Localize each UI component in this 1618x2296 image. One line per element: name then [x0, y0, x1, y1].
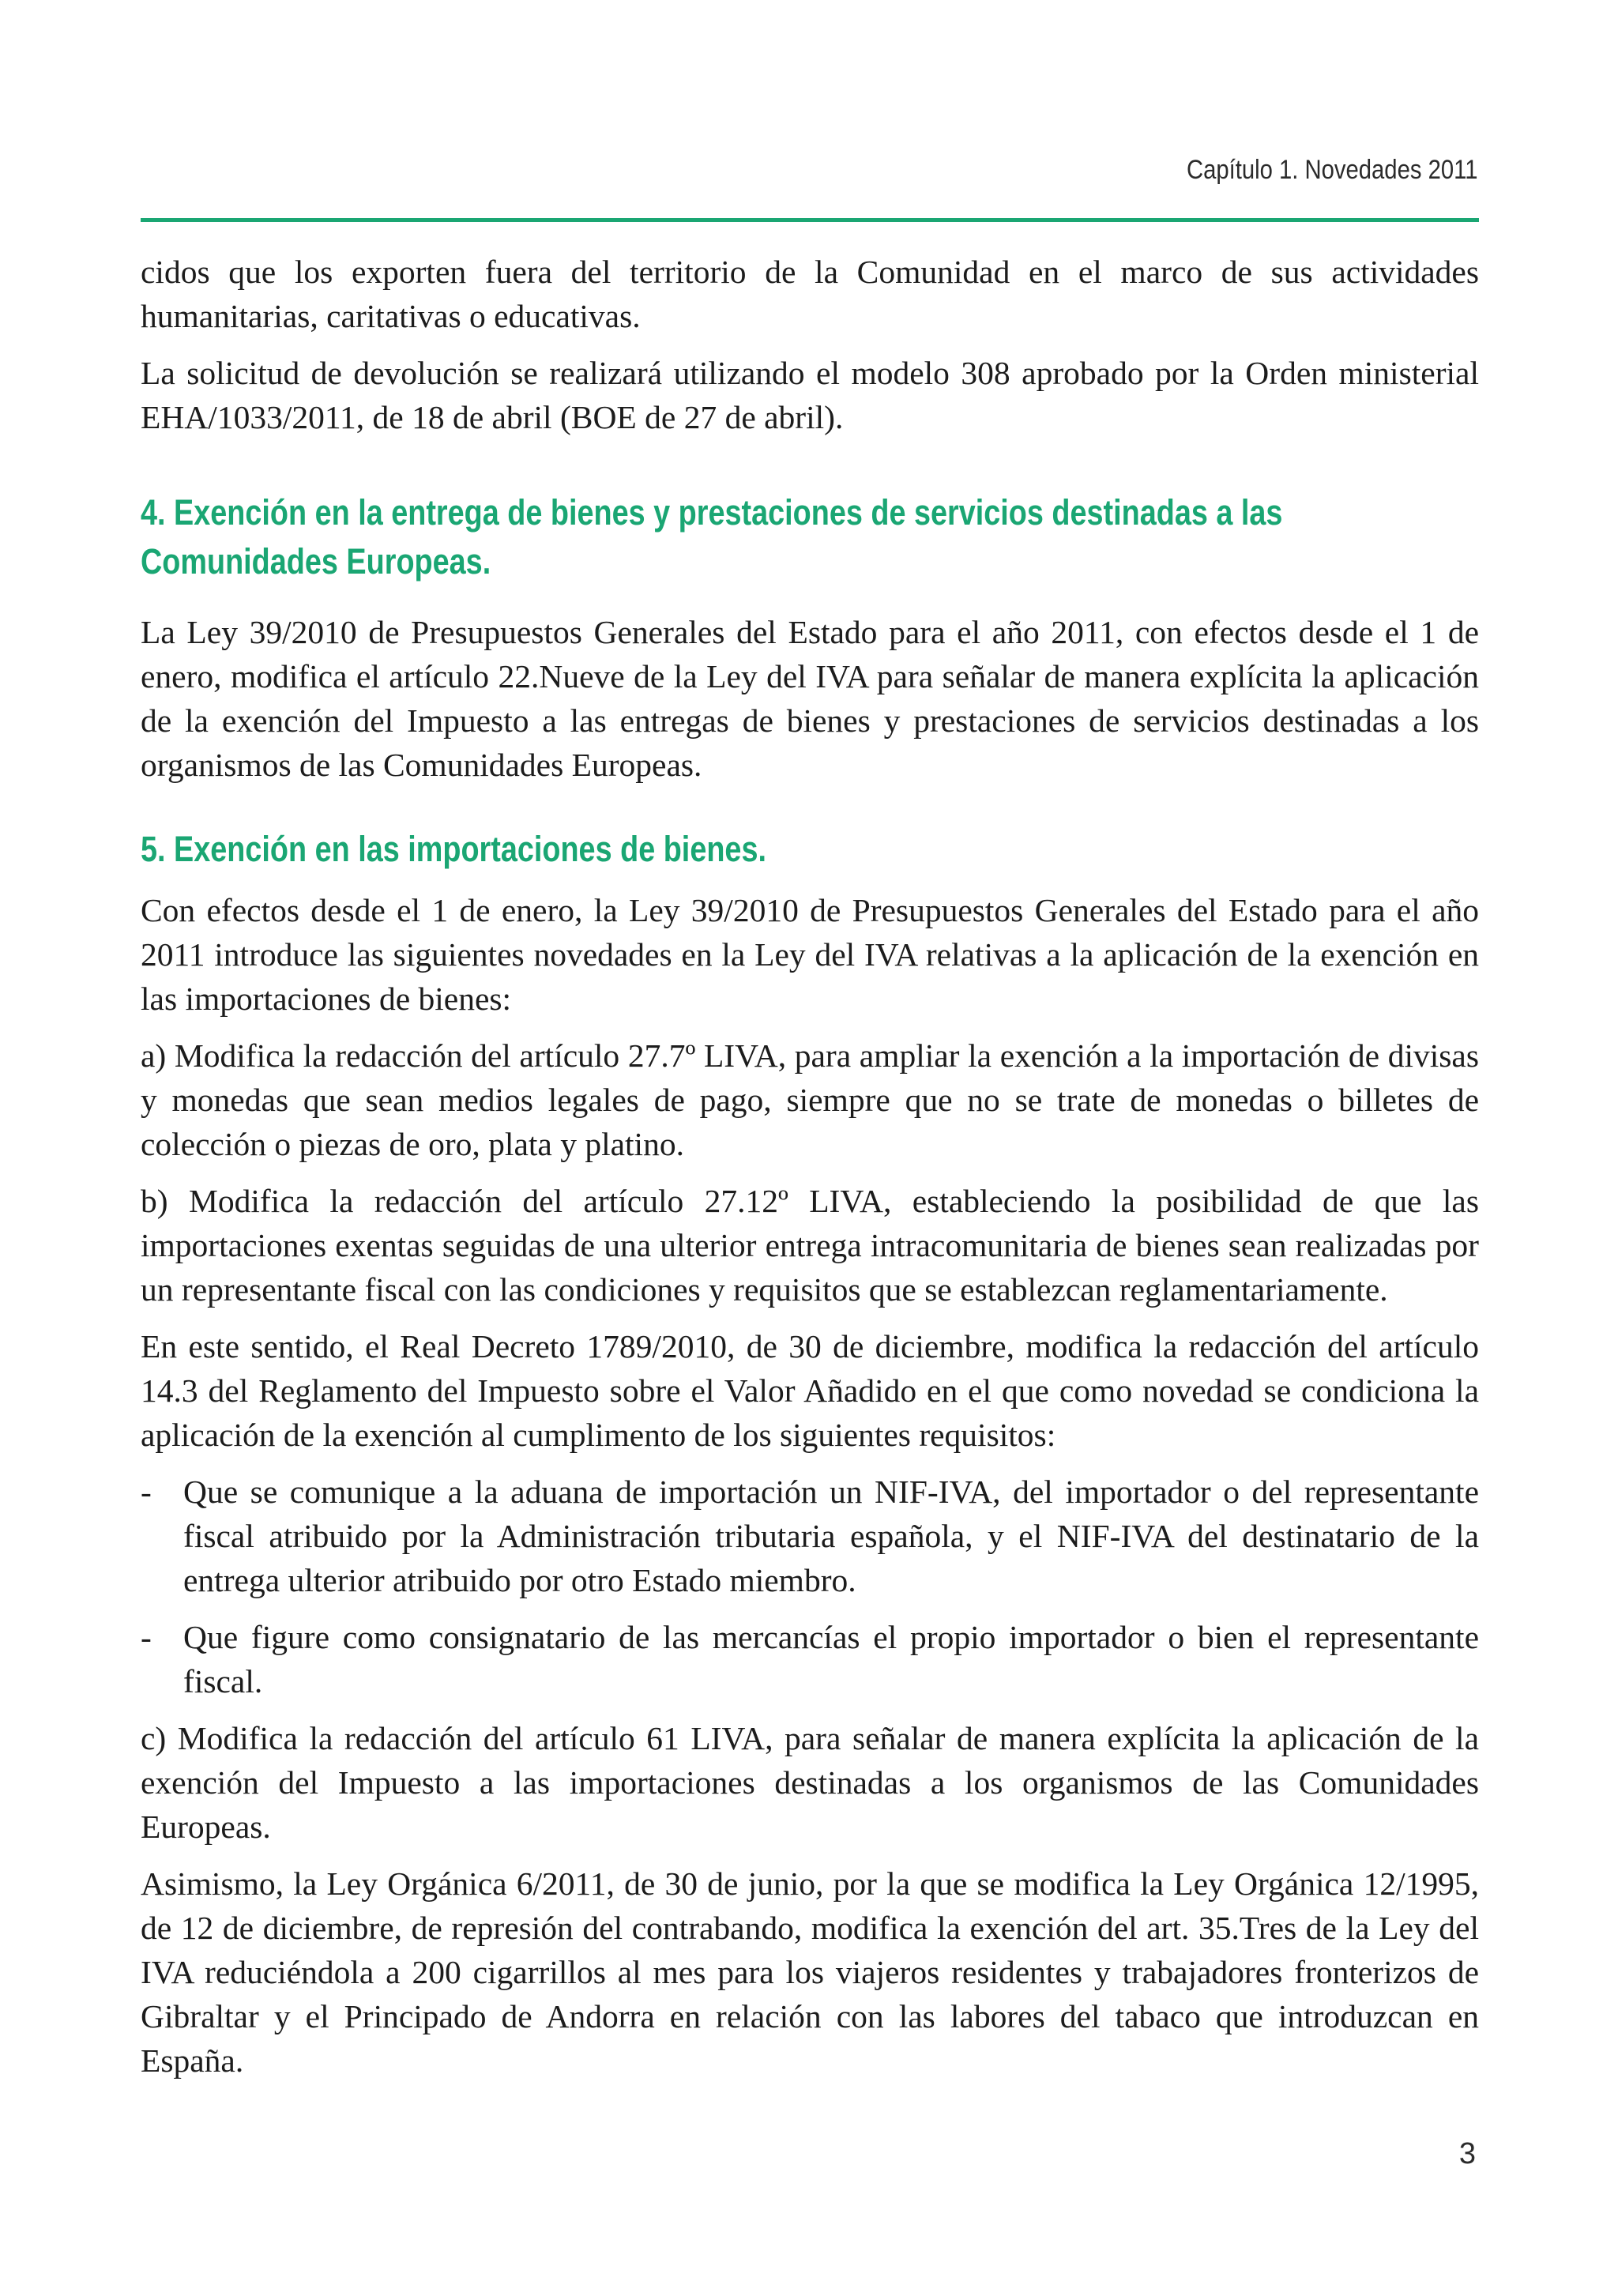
page-number: 3: [1458, 2137, 1476, 2170]
section-5-intro: Con efectos desde el 1 de enero, la Ley 39/2010 de Presupuestos Generales del Estado para el año 2011 introduce las siguientes novedades en la Ley del IVA relativas a la aplicación de la exención en las importaciones de bienes:: [141, 892, 1479, 1017]
header-rule: [141, 218, 1479, 222]
dash-marker: -: [141, 1619, 152, 1655]
requirement-item: [141, 1615, 1479, 1703]
paragraph-continuation: cidos que los exporten fuera del territorio de la Comunidad en el marco de sus actividades humanitarias, caritativas o educativas.: [141, 254, 1479, 334]
section-5-title: 5. Exención en las importaciones de bienes.: [141, 829, 766, 869]
running-header: Capítulo 1. Novedades 2011: [1186, 155, 1477, 185]
section-5-item-c: c) Modifica la redacción del artículo 61 LIVA, para señalar de manera explícita la aplicación de la exención del Impuesto a las importaciones destinadas a los organismos de las Comunidades Europeas.: [141, 1720, 1479, 1845]
section-5-item-a: a) Modifica la redacción del artículo 27.7º LIVA, para ampliar la exención a la importación de divisas y monedas que sean medios legales de pago, siempre que no se trate de monedas o billetes de colección o piezas de oro, plata y platino.: [141, 1037, 1479, 1162]
dash-marker: -: [141, 1474, 152, 1510]
requirement-text: Que figure como consignatario de las mercancías el propio importador o bien el representante fiscal.: [183, 1619, 1479, 1699]
requirement-item: [141, 1470, 1479, 1602]
section-4-title: 4. Exención en la entrega de bienes y prestaciones de servicios destinadas a las Comunidades Europeas.: [141, 492, 1283, 582]
requirement-text: Que se comunique a la aduana de importación un NIF-IVA, del importador o del representante fiscal atribuido por la Administración tributaria española, y el NIF-IVA del destinatario de la entrega ulterior atribuido por otro Estado miembro.: [183, 1474, 1479, 1598]
section-5-paragraph-real-decreto: En este sentido, el Real Decreto 1789/2010, de 30 de diciembre, modifica la redacción del artículo 14.3 del Reglamento del Impuesto sobre el Valor Añadido en el que como novedad se condiciona la aplicación de la exención al cumplimento de los siguientes requisitos:: [141, 1328, 1479, 1453]
section-5-paragraph-ley-organica: Asimismo, la Ley Orgánica 6/2011, de 30 de junio, por la que se modifica la Ley Orgánica 12/1995, de 12 de diciembre, de represión del contrabando, modifica la exención del art. 35.Tres de la Ley del IVA reduciéndola a 200 cigarrillos al mes para los viajeros residentes y trabajadores fronterizos de Gibraltar y el Principado de Andorra en relación con las labores del tabaco que introduzcan en España.: [141, 1865, 1479, 2079]
section-5-item-b: b) Modifica la redacción del artículo 27.12º LIVA, estableciendo la posibilidad de que las importaciones exentas seguidas de una ulterior entrega intracomunitaria de bienes sean realizadas por un representante fiscal con las condiciones y requisitos que se establezcan reglamentariamente.: [141, 1183, 1479, 1308]
paragraph-devolucion: La solicitud de devolución se realizará utilizando el modelo 308 aprobado por la Orden ministerial EHA/1033/2011, de 18 de abril (BOE de 27 de abril).: [141, 355, 1479, 435]
page-content: [141, 250, 1479, 2095]
section-4-paragraph: La Ley 39/2010 de Presupuestos Generales del Estado para el año 2011, con efectos desde el 1 de enero, modifica el artículo 22.Nueve de la Ley del IVA para señalar de manera explícita la aplicación de la exención del Impuesto a las entregas de bienes y prestaciones de servicios destinadas a los organismos de las Comunidades Europeas.: [141, 614, 1479, 783]
